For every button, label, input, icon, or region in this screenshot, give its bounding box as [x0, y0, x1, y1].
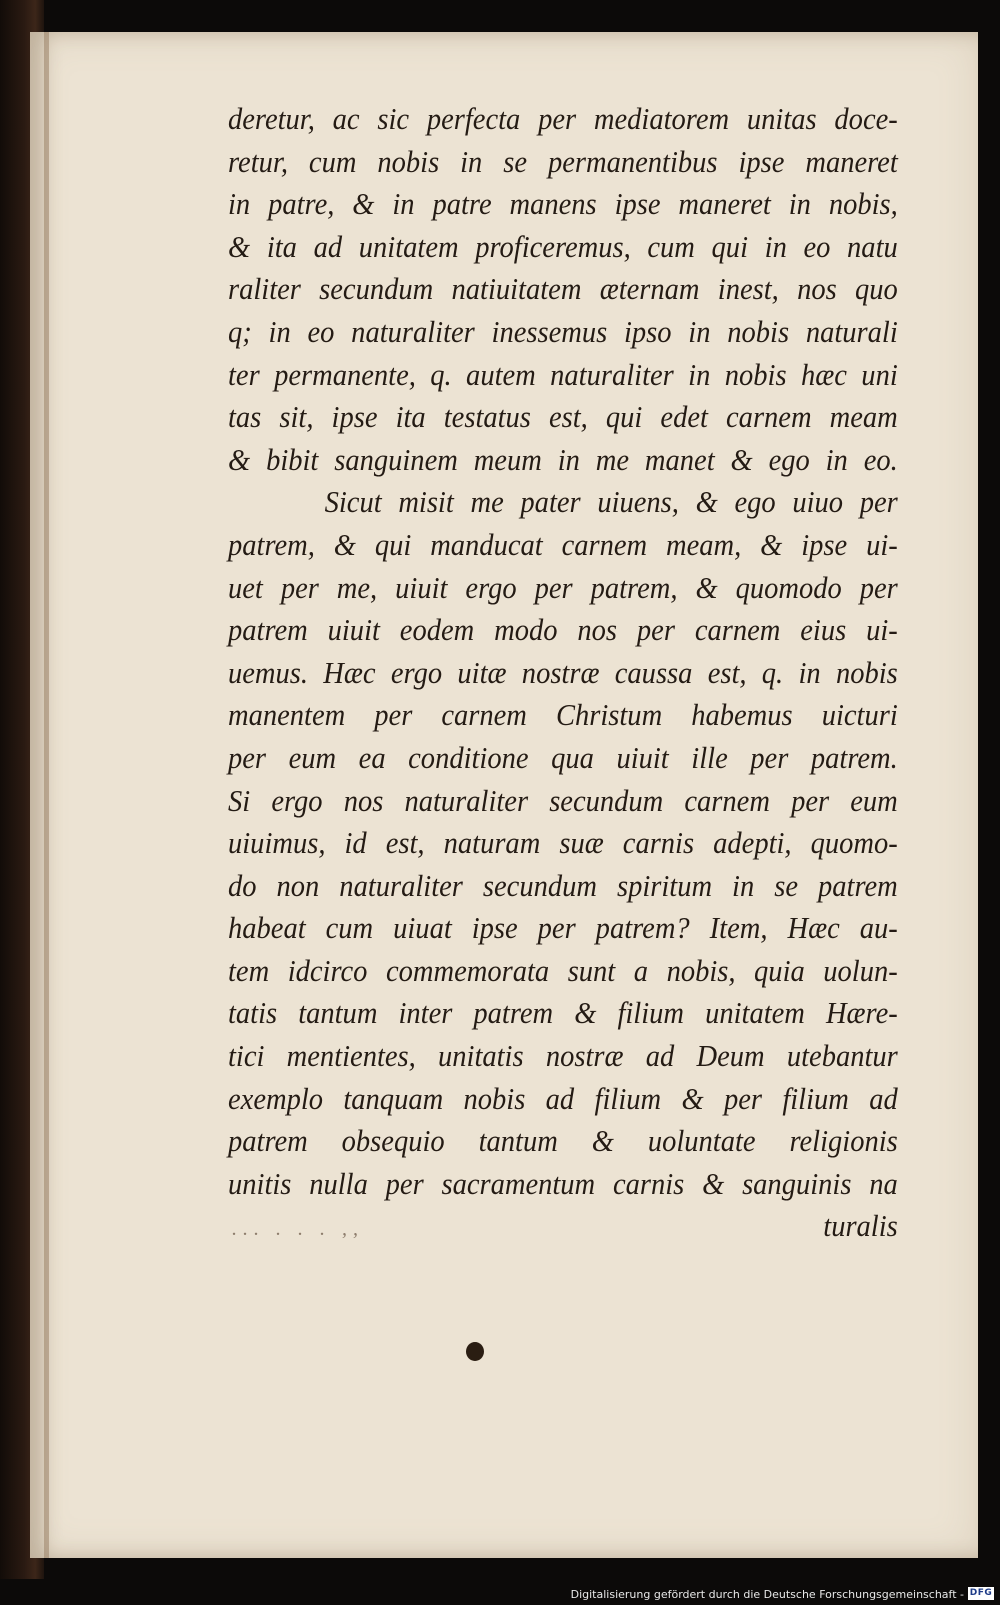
text-line: q; in eo naturaliter inessemus ipso in nobis naturali — [228, 313, 898, 349]
page-gutter-shadow — [44, 32, 49, 1558]
text-line: ter permanente, q. autem naturaliter in nobis hæc uni — [228, 356, 898, 392]
bleed-through-marks: ... . . . ,, — [232, 1218, 364, 1240]
text-line: Sicut misit me pater uiuens, & ego uiuo per — [324, 484, 898, 520]
text-line: tas sit, ipse ita testatus est, qui edet carnem meam — [228, 399, 898, 435]
text-line: & bibit sanguinem meum in me manet & ego in eo. — [228, 441, 898, 477]
text-line: deretur, ac sic perfecta per mediatorem unitas doce- — [228, 101, 898, 136]
text-line: in patre, & in patre manens ipse maneret in nobis, — [228, 186, 898, 222]
text-line: patrem, & qui manducat carnem meam, & ipse ui- — [228, 526, 898, 562]
text-line: manentem per carnem Christum habemus uicturi — [228, 697, 898, 733]
text-line: patrem obsequio tantum & uoluntate religionis — [228, 1123, 898, 1159]
text-line: uemus. Hæc ergo uitæ nostræ caussa est, q. in nobis — [228, 654, 898, 690]
footer-credit: Digitalisierung gefördert durch die Deutsche Forschungsgemeinschaft - — [570, 1588, 964, 1601]
text-line: habeat cum uiuat ipse per patrem? Item, Hæc au- — [228, 910, 898, 946]
text-line: unitis nulla per sacramentum carnis & sanguinis na — [228, 1165, 898, 1201]
text-line: do non naturaliter secundum spiritum in se patrem — [228, 867, 898, 903]
text-line: Si ergo nos naturaliter secundum carnem per eum — [228, 782, 898, 818]
text-line: raliter secundum natiuitatem æternam inest, nos quo — [228, 271, 898, 307]
text-line: per eum ea conditione qua uiuit ille per patrem. — [228, 739, 898, 775]
text-line: tici mentientes, unitatis nostræ ad Deum utebantur — [228, 1038, 898, 1074]
text-line: & ita ad unitatem proficeremus, cum qui in eo natu — [228, 228, 898, 264]
ink-dot — [466, 1342, 484, 1361]
text-line: exemplo tanquam nobis ad filium & per filium ad — [228, 1080, 898, 1116]
text-line: uet per me, uiuit ergo per patrem, & quomodo per — [228, 569, 898, 605]
text-line: tatis tantum inter patrem & filium unitatem Hære- — [228, 995, 898, 1031]
catchword: turalis — [823, 1208, 898, 1244]
dfg-logo: DFG — [969, 1588, 993, 1598]
page-text-block — [228, 98, 956, 1248]
footer-bar — [0, 1579, 1000, 1605]
text-line: retur, cum nobis in se permanentibus ipse maneret — [228, 143, 898, 179]
text-line: uiuimus, id est, naturam suæ carnis adepti, quomo- — [228, 825, 898, 861]
text-line: patrem uiuit eodem modo nos per carnem eius ui- — [228, 612, 898, 648]
text-line: tem idcirco commemorata sunt a nobis, quia uolun- — [228, 952, 898, 988]
